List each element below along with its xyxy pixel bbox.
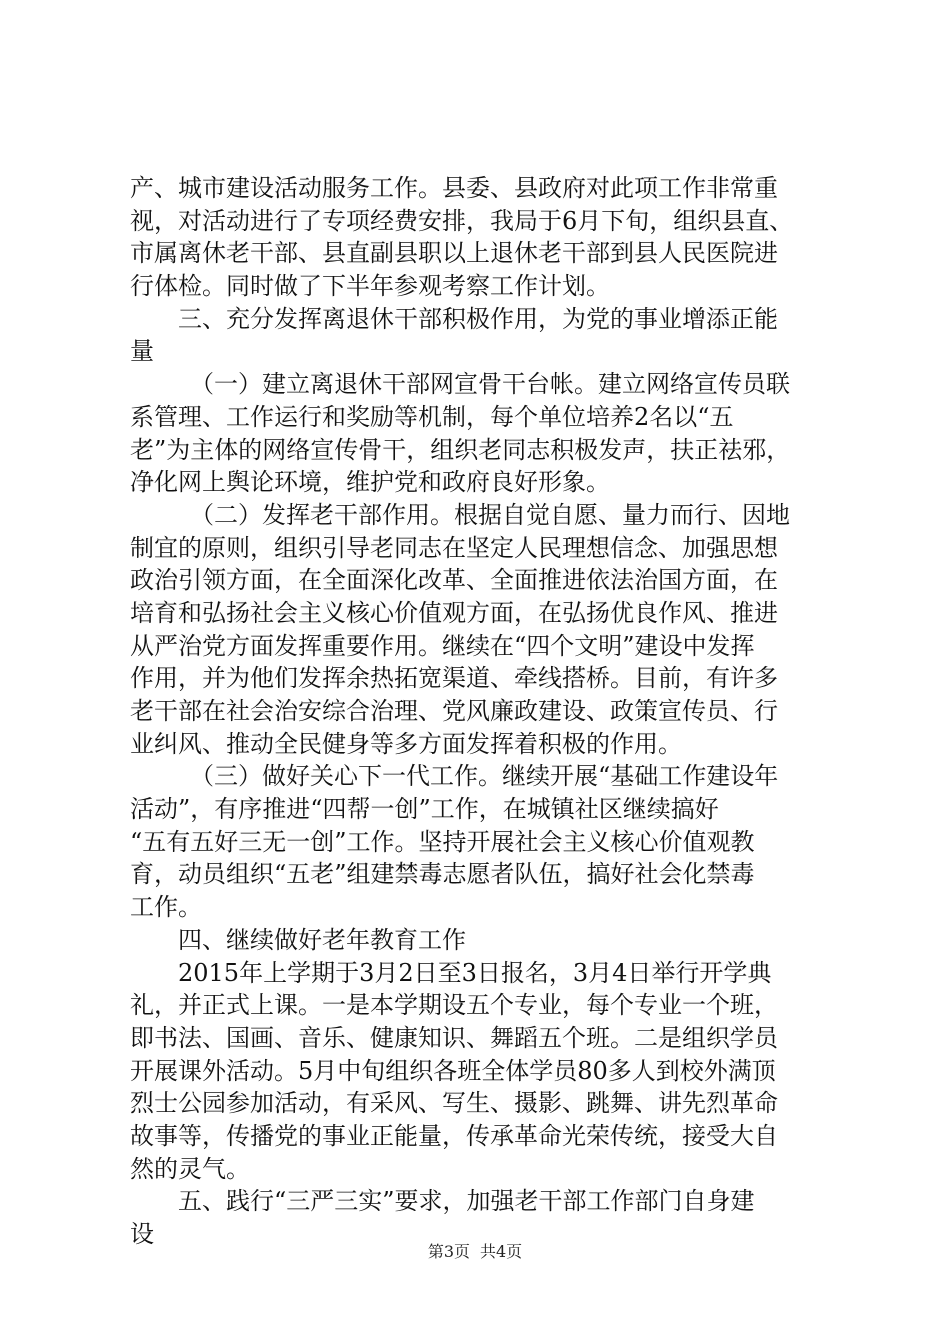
text-line: 净化网上舆论环境，维护党和政府良好形象。	[130, 468, 610, 497]
document-body	[130, 172, 830, 1251]
page-footer	[0, 1242, 950, 1262]
text-line: 即书法、国画、音乐、健康知识、舞蹈五个班。二是组织学员	[130, 1023, 778, 1052]
text-line: 作用，并为他们发挥余热拓宽渠道、牵线搭桥。目前，有许多	[130, 664, 778, 693]
text-line: 政治引领方面，在全面深化改革、全面推进依法治国方面，在	[130, 566, 778, 595]
text-line: 礼，并正式上课。一是本学期设五个专业，每个专业一个班，	[130, 991, 778, 1020]
text-line: 老”为主体的网络宣传骨干，组织老同志积极发声，扶正祛邪，	[130, 435, 791, 464]
text-line: 制宜的原则，组织引导老同志在坚定人民理想信念、加强思想	[130, 533, 778, 562]
text-line: 2015年上学期于3月2日至3日报名，3月4日举行开学典	[178, 958, 772, 987]
text-line: 系管理、工作运行和奖励等机制，每个单位培养2名以“五	[130, 402, 734, 431]
page-number: 第3页	[427, 1242, 470, 1261]
text-line: 设	[130, 1220, 154, 1248]
text-line: 然的灵气。	[130, 1154, 250, 1183]
text-line: 业纠风、推动全民健身等多方面发挥着积极的作用。	[130, 729, 682, 758]
text-line: 视，对活动进行了专项经费安排，我局于6月下旬，组织县直、	[130, 206, 794, 235]
text-line: 量	[130, 337, 154, 366]
text-line: 行体检。同时做了下半年参观考察工作计划。	[130, 272, 610, 301]
text-line: 工作。	[130, 893, 202, 922]
text-line: 市属离休老干部、县直副县职以上退休老干部到县人民医院进	[130, 239, 778, 268]
text-line: （三）做好关心下一代工作。继续开展“基础工作建设年	[190, 762, 779, 791]
text-line: 产、城市建设活动服务工作。县委、县政府对此项工作非常重	[130, 174, 778, 202]
text-line: 活动”，有序推进“四帮一创”工作，在城镇社区继续搞好	[130, 795, 719, 824]
text-line: 培育和弘扬社会主义核心价值观方面，在弘扬优良作风、推进	[130, 598, 778, 627]
text-line: 从严治党方面发挥重要作用。继续在“四个文明”建设中发挥	[130, 631, 755, 660]
text-line: 三、充分发挥离退休干部积极作用，为党的事业增添正能	[178, 304, 778, 333]
text-line: 烈士公园参加活动，有采风、写生、摄影、跳舞、讲先烈革命	[130, 1089, 778, 1118]
page-total: 共4页	[480, 1242, 523, 1261]
text-line: 五、践行“三严三实”要求，加强老干部工作部门自身建	[178, 1187, 755, 1216]
text-line: 开展课外活动。5月中旬组织各班全体学员80多人到校外满顶	[130, 1056, 776, 1085]
text-line: （二）发挥老干部作用。根据自觉自愿、量力而行、因地	[190, 500, 790, 529]
text-line: 老干部在社会治安综合治理、党风廉政建设、政策宣传员、行	[130, 697, 778, 725]
text-line: 育，动员组织“五老”组建禁毒志愿者队伍，搞好社会化禁毒	[130, 860, 755, 889]
text-line: 故事等，传播党的事业正能量，传承革命光荣传统，接受大自	[130, 1121, 778, 1150]
text-line: “五有五好三无一创”工作。坚持开展社会主义核心价值观教	[130, 827, 755, 856]
text-line: （一）建立离退休干部网宣骨干台帐。建立网络宣传员联	[190, 370, 790, 399]
text-line: 四、继续做好老年教育工作	[178, 925, 466, 954]
